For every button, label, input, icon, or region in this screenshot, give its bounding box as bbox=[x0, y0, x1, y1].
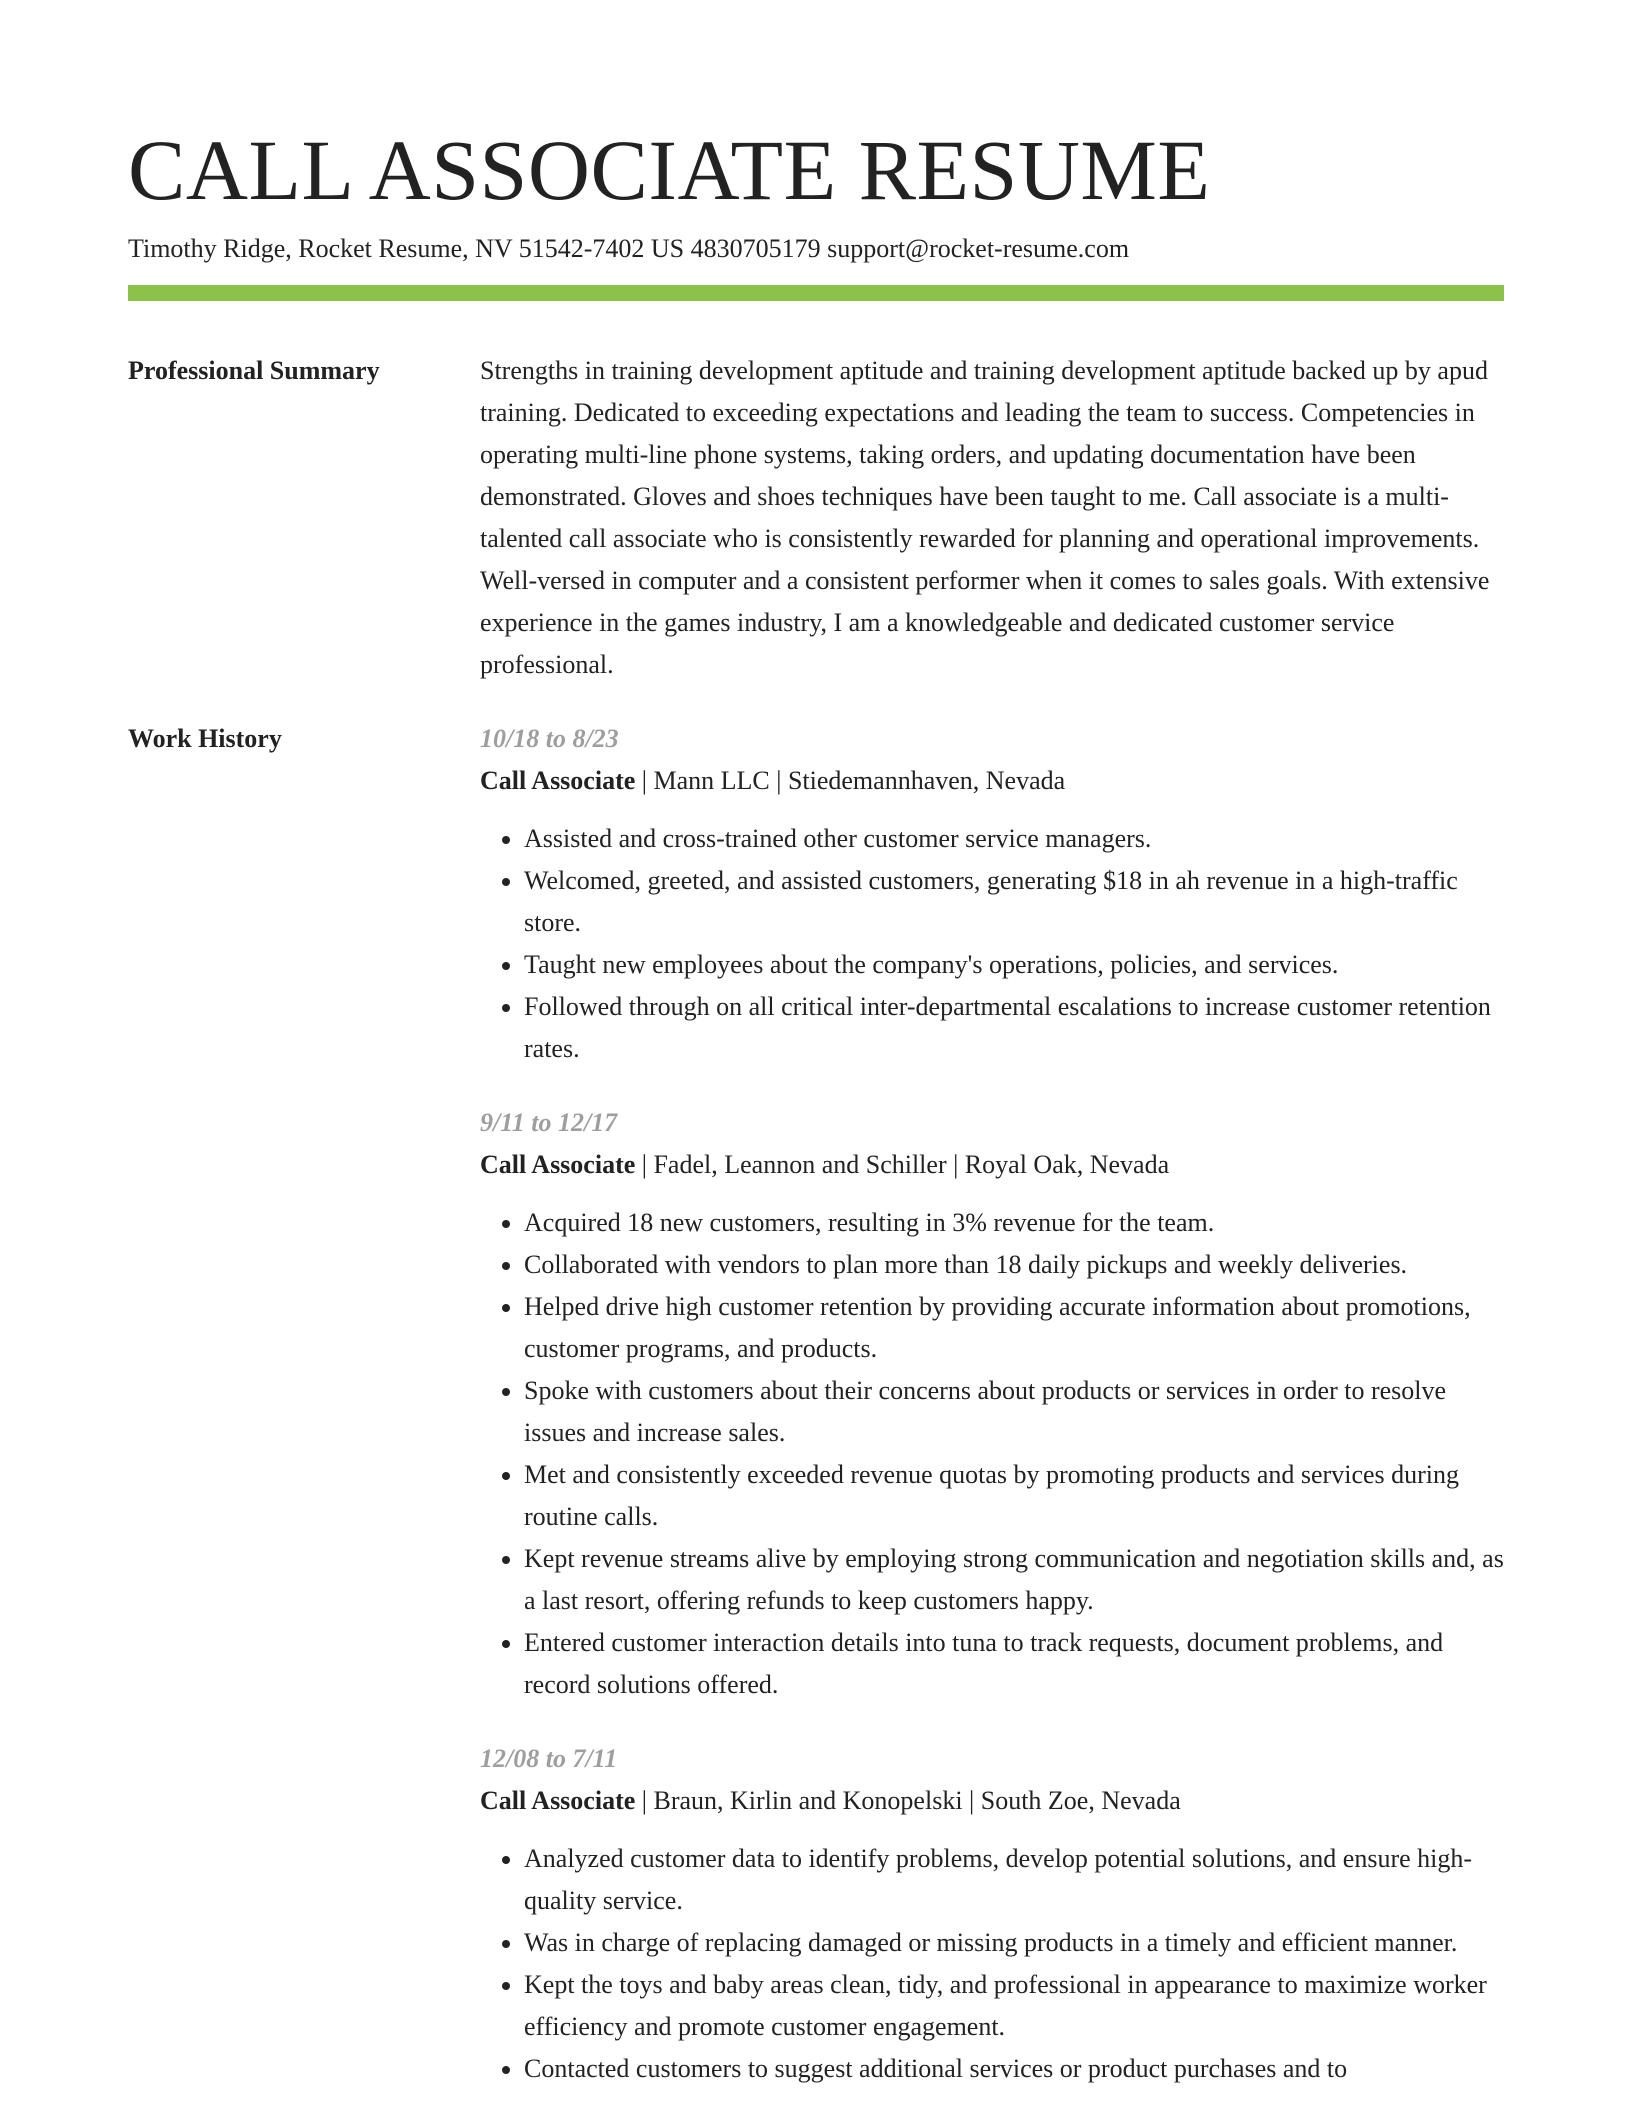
job-bullet: • Taught new employees about the company's operations, policies, and services. bbox=[524, 944, 1504, 986]
job-bullets bbox=[480, 818, 1504, 1070]
job-bullet: • Acquired 18 new customers, resulting in 3% revenue for the team. bbox=[524, 1202, 1504, 1244]
work-history-list bbox=[480, 718, 1504, 2122]
job-heading bbox=[480, 1780, 1504, 1822]
job-entry bbox=[480, 718, 1504, 1070]
job-entry bbox=[480, 1738, 1504, 2090]
job-bullets bbox=[480, 1202, 1504, 1706]
job-bullet: • Welcomed, greeted, and assisted customers, generating $18 in ah revenue in a high-traffic store. bbox=[524, 860, 1504, 944]
job-bullet: • Helped drive high customer retention by providing accurate information about promotions, customer programs, and products. bbox=[524, 1286, 1504, 1370]
work-history-label: Work History bbox=[128, 724, 282, 753]
job-bullet: • Kept revenue streams alive by employing strong communication and negotiation skills and, as a last resort, offering refunds to keep customers happy. bbox=[524, 1538, 1504, 1622]
job-bullet: • Assisted and cross-trained other customer service managers. bbox=[524, 818, 1504, 860]
job-bullet: • Met and consistently exceeded revenue quotas by promoting products and services during routine calls. bbox=[524, 1454, 1504, 1538]
job-bullet: • Spoke with customers about their concerns about products or services in order to resolve issues and increase sales. bbox=[524, 1370, 1504, 1454]
job-bullet: • Kept the toys and baby areas clean, tidy, and professional in appearance to maximize worker efficiency and promote customer engagement. bbox=[524, 1964, 1504, 2048]
job-bullet: • Entered customer interaction details into tuna to track requests, document problems, and record solutions offered. bbox=[524, 1622, 1504, 1706]
job-bullet: • Collaborated with vendors to plan more than 18 daily pickups and weekly deliveries. bbox=[524, 1244, 1504, 1286]
summary-label: Professional Summary bbox=[128, 356, 380, 385]
job-bullet: • Contacted customers to suggest additional services or product purchases and to bbox=[524, 2048, 1504, 2090]
job-title: Call Associate bbox=[480, 766, 636, 795]
job-heading bbox=[480, 1144, 1504, 1186]
job-details: | Braun, Kirlin and Konopelski | South Zoe, Nevada bbox=[635, 1786, 1181, 1815]
job-bullet: • Analyzed customer data to identify problems, develop potential solutions, and ensure high-quality service. bbox=[524, 1838, 1504, 1922]
job-bullet: • Followed through on all critical inter-departmental escalations to increase customer retention rates. bbox=[524, 986, 1504, 1070]
job-dates: 10/18 to 8/23 bbox=[480, 724, 619, 753]
job-details: | Mann LLC | Stiedemannhaven, Nevada bbox=[635, 766, 1066, 795]
job-title: Call Associate bbox=[480, 1786, 636, 1815]
job-heading bbox=[480, 760, 1504, 802]
contact-line: Timothy Ridge, Rocket Resume, NV 51542-7402 US 4830705179 support@rocket-resume.com bbox=[128, 234, 1130, 263]
job-entry bbox=[480, 1102, 1504, 1706]
job-title: Call Associate bbox=[480, 1150, 636, 1179]
job-details: | Fadel, Leannon and Schiller | Royal Oak, Nevada bbox=[635, 1150, 1170, 1179]
summary-text: Strengths in training development aptitude and training development aptitude backed up by apud training. Dedicated to exceeding expectations and leading the team to success. Competencies in operating multi-line phone systems, taking orders, and updating documentation have been demonstrated. Gloves and shoes techniques have been taught to me. Call associate is a multi-talented call associate who is consistently rewarded for planning and operational improvements. Well-versed in computer and a consistent performer when it comes to sales goals. With extensive experience in the games industry, I am a knowledgeable and dedicated customer service professional. bbox=[480, 356, 1490, 679]
resume-page bbox=[128, 0, 1504, 2112]
resume-title: CALL ASSOCIATE RESUME bbox=[128, 122, 1211, 218]
job-dates: 12/08 to 7/11 bbox=[480, 1744, 618, 1773]
job-bullets bbox=[480, 1838, 1504, 2090]
header-divider bbox=[128, 285, 1504, 301]
job-bullet: • Was in charge of replacing damaged or missing products in a timely and efficient manner. bbox=[524, 1922, 1504, 1964]
job-dates: 9/11 to 12/17 bbox=[480, 1108, 618, 1137]
